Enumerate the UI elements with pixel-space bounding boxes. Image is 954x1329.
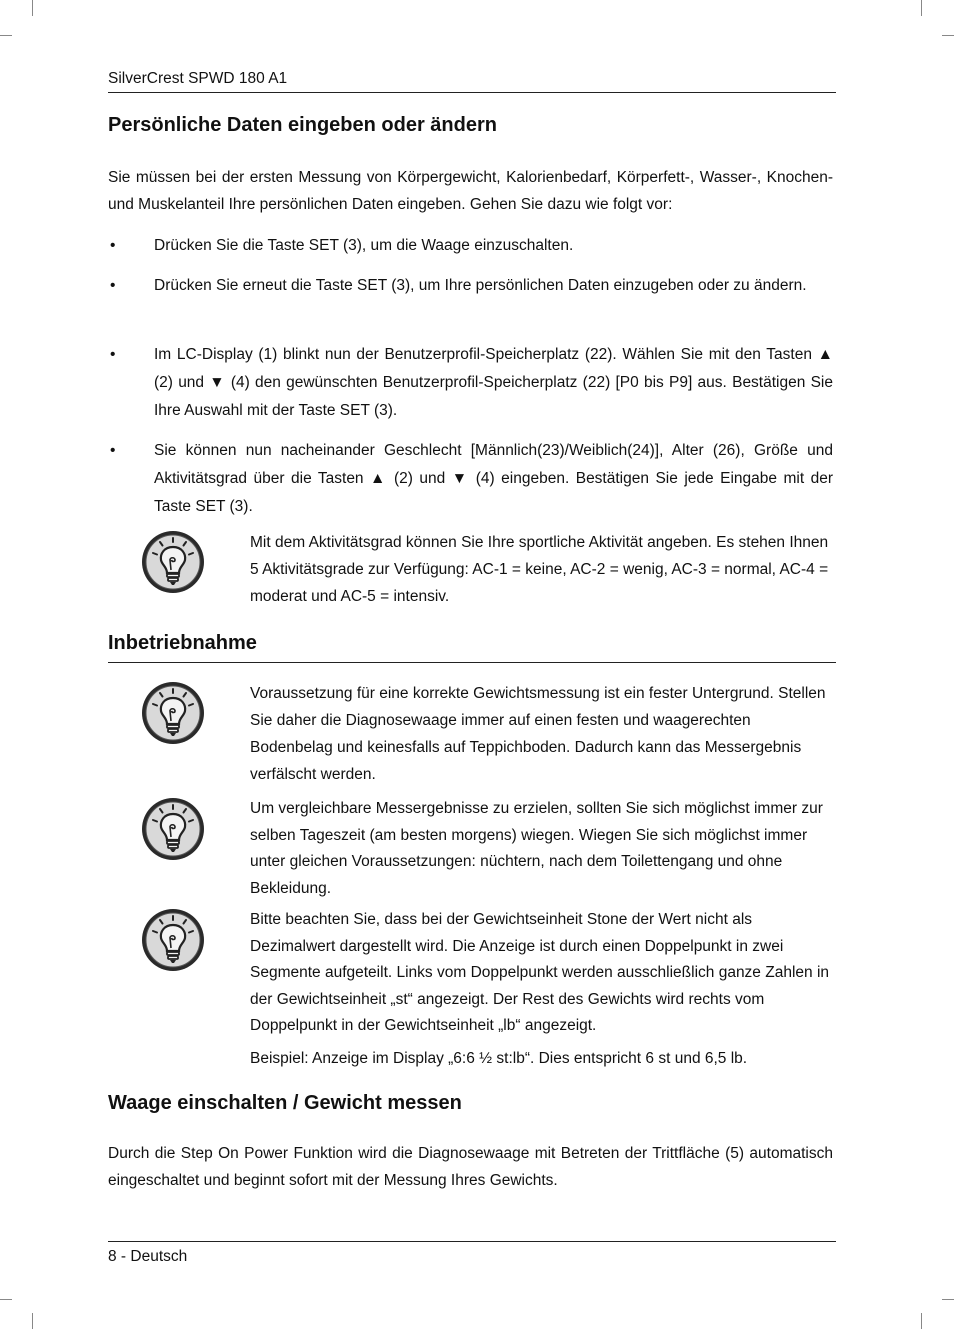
section-heading-weigh: Waage einschalten / Gewicht messen [108,1092,462,1114]
example-text: Beispiel: Anzeige im Display „6:6 ½ st:lb“. Dies entspricht 6 st und 6,5 lb. [250,1050,748,1067]
lightbulb-icon [140,529,206,595]
list-item [108,437,833,521]
crop-mark [32,1313,33,1329]
bullet-marker: • [110,346,116,363]
crop-mark [942,35,954,36]
list-item-text: Im LC-Display (1) blinkt nun der Benutzerprofil-Speicherplatz (22). Wählen Sie mit den Tasten ▲ (2) und ▼ (4) den gewünschten Benutzerprofil-Speicherplatz (22) [P0 bis P9] aus. Bestätigen Sie Ihre Auswahl mit der Taste SET (3). [154,346,833,419]
crop-mark [32,0,33,16]
lightbulb-icon [140,796,206,862]
lightbulb-icon [140,680,206,746]
crop-mark [0,35,12,36]
list-item-text: Drücken Sie erneut die Taste SET (3), um Ihre persönlichen Daten einzugeben oder zu ändern. [154,277,807,294]
crop-mark [921,0,922,16]
crop-mark [942,1299,954,1300]
lightbulb-icon [140,907,206,973]
tip-text: Um vergleichbare Messergebnisse zu erzielen, sollten Sie sich möglichst immer zur selben Tageszeit (am besten morgens) wiegen. Wiegen Sie sich möglichst immer unter gleichen Voraussetzungen: nüchtern, nach dem Toilettengang und ohne Bekleidung. [250,800,823,897]
tip-text: Voraussetzung für eine korrekte Gewichtsmessung ist ein fester Untergrund. Stellen Sie daher die Diagnosewaage immer auf einen festen und waagerechten Bodenbelag und keinesfalls auf Teppichboden. Dadurch kann das Messergebnis verfälscht werden. [250,685,826,783]
running-header [108,70,836,93]
intro-paragraph: Sie müssen bei der ersten Messung von Körpergewicht, Kalorienbedarf, Körperfett-, Wasser-, Knochen- und Muskelanteil Ihre persönlichen Daten eingeben. Gehen Sie dazu wie folgt vor: [108,169,833,213]
list-item [108,341,833,425]
list-item [108,232,833,260]
bullet-marker: • [110,277,116,294]
bullet-marker: • [110,442,116,459]
crop-mark [921,1313,922,1329]
bullet-marker: • [110,237,116,254]
doc-title: SilverCrest SPWD 180 A1 [108,70,288,87]
list-item-text: Sie können nun nacheinander Geschlecht [Männlich(23)/Weiblich(24)], Alter (26), Größe und Aktivitätsgrad über die Tasten ▲ (2) und ▼ (4) eingeben. Bestätigen Sie jede Eingabe mit der Taste SET (3). [154,442,833,515]
section-heading-setup: Inbetriebnahme [108,632,836,663]
running-footer [108,1241,836,1266]
list-item-text: Drücken Sie die Taste SET (3), um die Waage einzuschalten. [154,237,574,254]
crop-mark [0,1299,12,1300]
page-number: 8 - Deutsch [108,1248,188,1265]
tip-text: Bitte beachten Sie, dass bei der Gewichtseinheit Stone der Wert nicht als Dezimalwert dargestellt wird. Die Anzeige ist durch einen Doppelpunkt in zwei Segmente aufgeteilt. Links vom Doppelpunkt werden ausschließlich ganze Zahlen in der Gewichtseinheit „st“ angezeigt. Der Rest des Gewichts wird rechts vom Doppelpunkt in der Gewichtseinheit „lb“ angezeigt. [250,911,830,1034]
section-heading-personal-data: Persönliche Daten eingeben oder ändern [108,114,497,136]
list-item [108,272,833,300]
body-paragraph: Durch die Step On Power Funktion wird die Diagnosewaage mit Betreten der Trittfläche (5) automatisch eingeschaltet und beginnt sofort mit der Messung Ihres Gewichts. [108,1145,833,1189]
tip-text: Mit dem Aktivitätsgrad können Sie Ihre sportliche Aktivität angeben. Es stehen Ihnen 5 Aktivitätsgrade zur Verfügung: AC-1 = keine, AC-2 = wenig, AC-3 = normal, AC-4 = moderat und AC-5 = intensiv. [250,534,829,605]
